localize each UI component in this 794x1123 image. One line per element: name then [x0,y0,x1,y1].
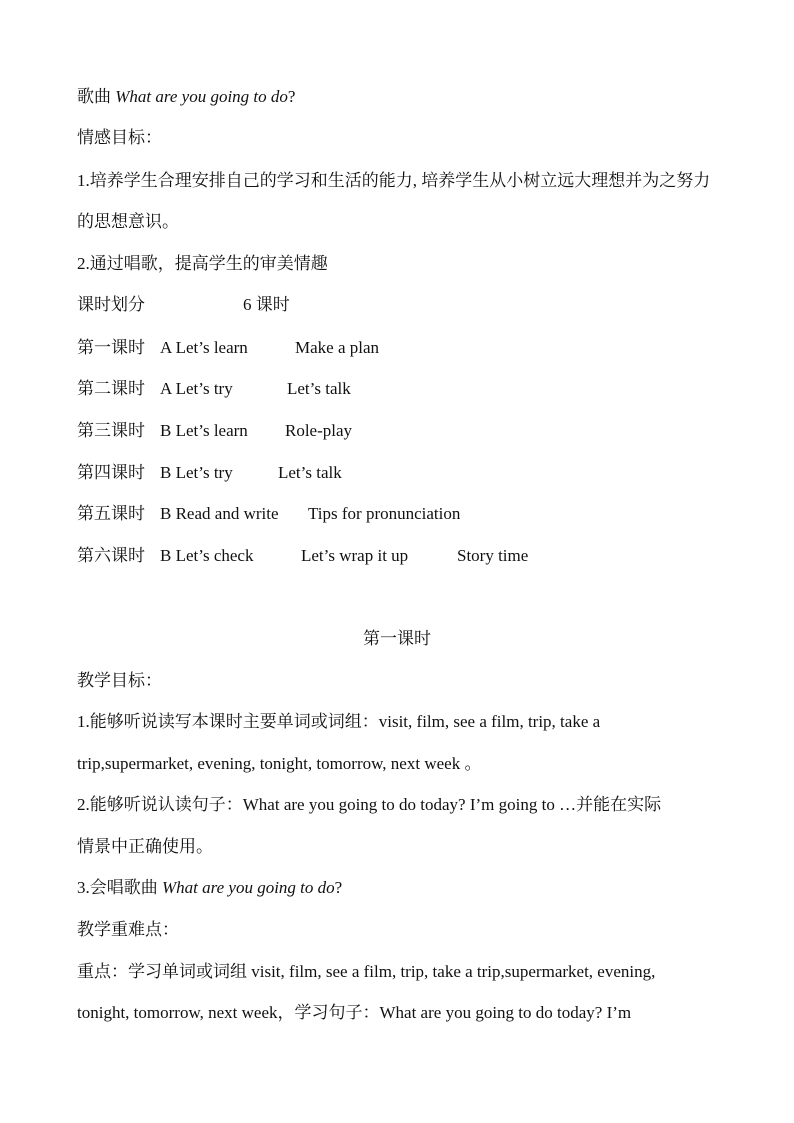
song-title: What are you going to do [115,87,288,106]
schedule-row-2-period: 第二课时 [77,379,145,398]
teaching-goal-1-line-2: trip,supermarket, evening, tonight, tomorrow, next week 。 [77,754,482,773]
goal-3-song-title: What are you going to do [162,878,335,897]
key-point-line-1: 重点：学习单词或词组 visit, film, see a film, trip, take a trip,supermarket, evening, [77,962,656,981]
period-division-value: 6 课时 [243,295,290,314]
teaching-goal-2-line-2: 情景中正确使用。 [77,837,213,856]
song-line [77,86,295,108]
teaching-goal-1-line-1: 1.能够听说读写本课时主要单词或词组：visit, film, see a film, trip, take a [77,712,601,731]
schedule-row-6-part-1: B Let’s check [160,546,254,565]
schedule-row-6-part-3: Story time [457,546,529,565]
schedule-row-1-part-2: Make a plan [295,338,380,357]
schedule-row-3-period: 第三课时 [77,421,145,440]
schedule-row-4-period: 第四课时 [77,463,145,482]
teaching-goal-2-line-1: 2.能够听说认读句子：What are you going to do today? I’m going to …并能在实际 [77,795,662,814]
schedule-row-3-part-2: Role-play [285,421,353,440]
schedule-row-5-part-2: Tips for pronunciation [308,504,461,523]
schedule-row-4-part-2: Let’s talk [278,463,342,482]
schedule-row-6-part-2: Let’s wrap it up [301,546,409,565]
schedule-row-2-part-2: Let’s talk [287,379,351,398]
key-points-heading: 教学重难点： [77,920,179,939]
period-division-label: 课时划分 [77,295,145,314]
affective-goal-1: 1.培养学生合理安排自己的学习和生活的能力, 培养学生从小树立远大理想并为之努力的思想意识。 [77,171,711,231]
song-prefix: 歌曲 [77,87,116,106]
teaching-goal-3 [77,877,342,899]
schedule-row-1-period: 第一课时 [77,338,145,357]
song-suffix: ? [287,87,296,106]
schedule-row-5-part-1: B Read and write [160,504,279,523]
teaching-goals-heading: 教学目标： [77,671,162,690]
schedule-row-1-part-1: A Let’s learn [160,338,248,357]
goal-3-prefix: 3.会唱歌曲 [77,878,162,897]
lesson-title: 第一课时 [363,629,431,648]
schedule-row-5-period: 第五课时 [77,504,145,523]
schedule-row-3-part-1: B Let’s learn [160,421,248,440]
schedule-row-4-part-1: B Let’s try [160,463,233,482]
key-point-line-2: tonight, tomorrow, next week，学习句子：What are you going to do today? I’m [77,1003,632,1022]
schedule-row-6-period: 第六课时 [77,546,145,565]
affective-goal-2: 2.通过唱歌，提高学生的审美情趣 [77,254,328,273]
schedule-row-2-part-1: A Let’s try [160,379,233,398]
goal-3-suffix: ? [334,878,343,897]
affective-heading: 情感目标： [77,128,162,147]
